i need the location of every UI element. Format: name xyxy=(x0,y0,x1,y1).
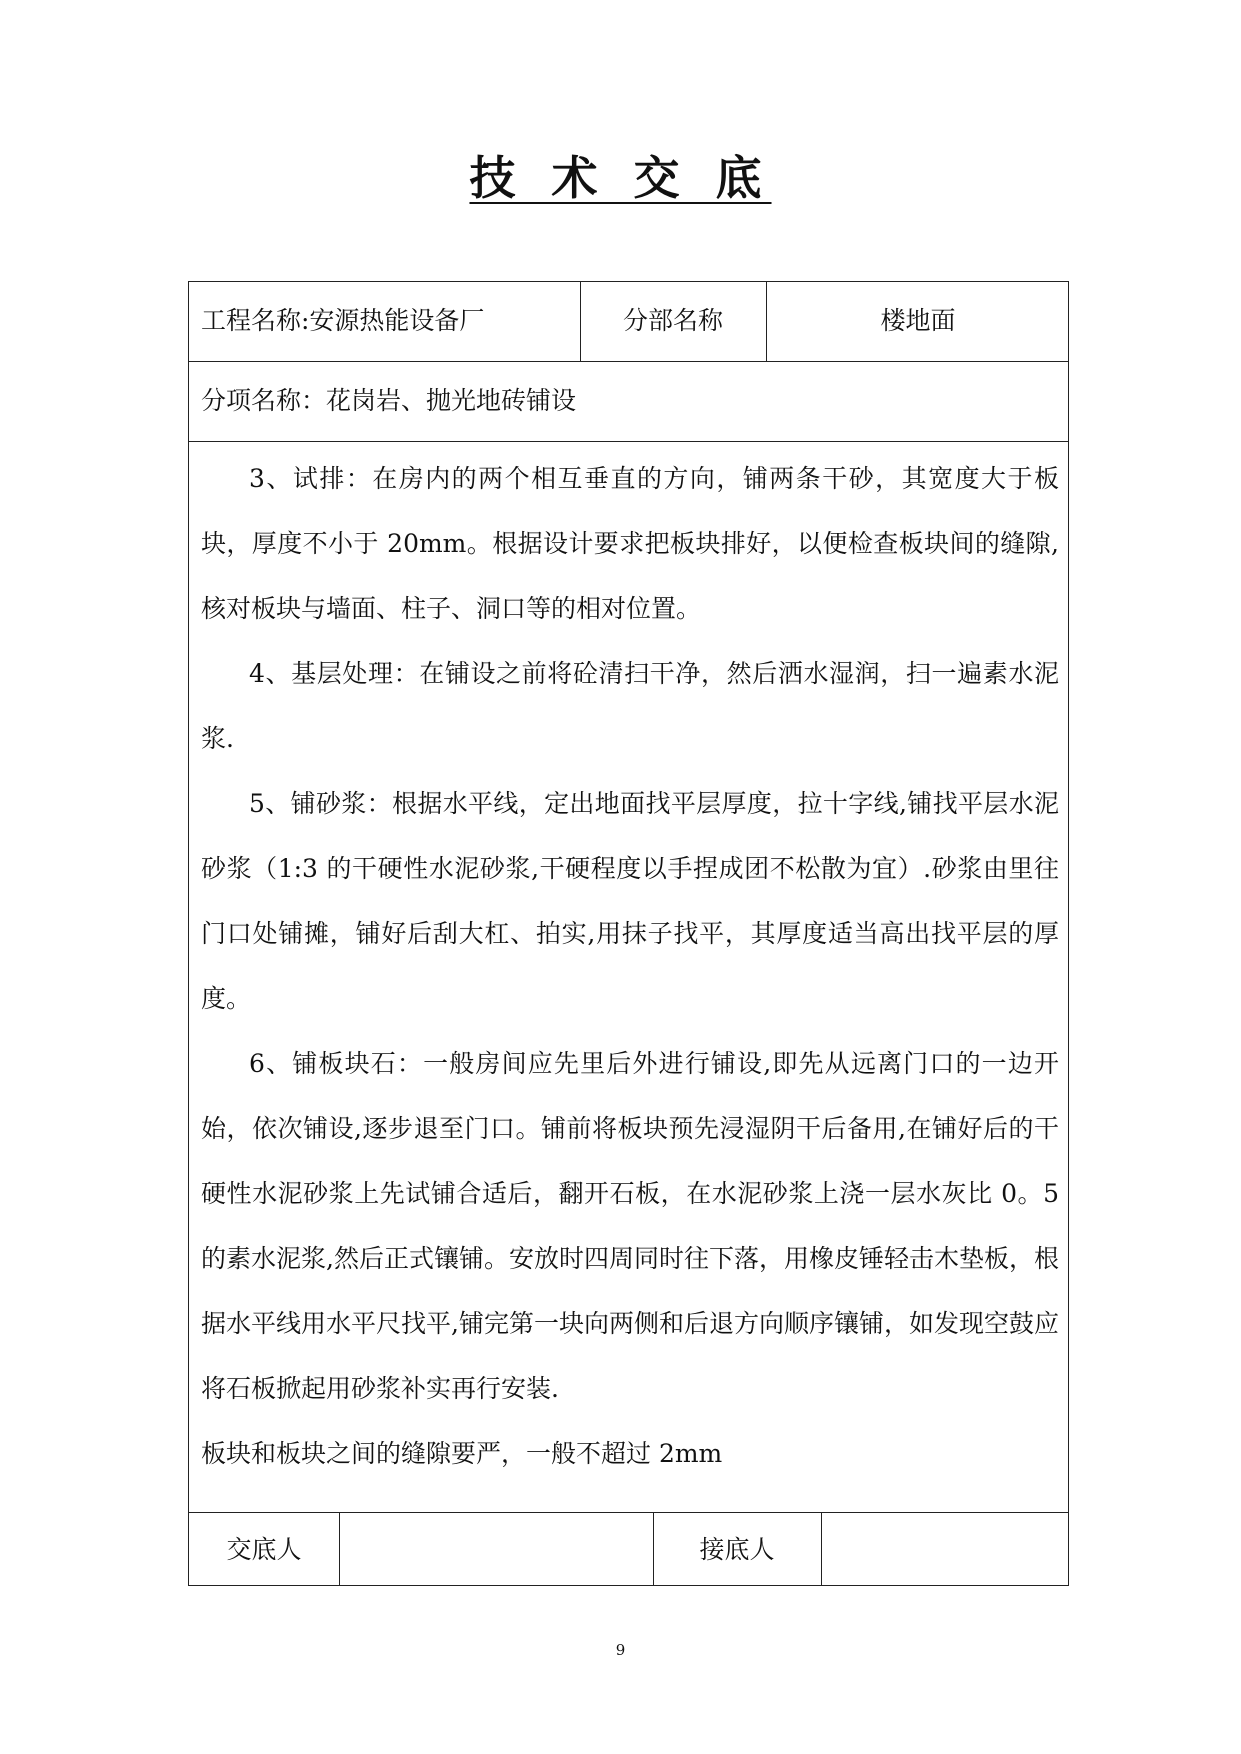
paragraph-joints: 板块和板块之间的缝隙要严，一般不超过 2mm xyxy=(201,1439,723,1468)
row-divider-1 xyxy=(189,361,1068,362)
paragraph-mortar: 5、铺砂浆：根据水平线，定出地面找平层厚度，拉十字线,铺找平层水泥砂浆（1:3 的干硬性水泥砂浆,干硬程度以手捏成团不松散为宜）.砂浆由里往门口处铺摊，铺好后刮大杠、拍实,用抹子找平，其厚度适当高出找平层的厚度。 xyxy=(201,789,1059,1013)
row-divider-3 xyxy=(189,1512,1068,1513)
division-label: 分部名称 xyxy=(622,306,723,335)
column-divider-5 xyxy=(821,1512,822,1586)
disclosure-form xyxy=(188,281,1069,1586)
paragraph-base-treatment: 4、基层处理：在铺设之前将砼清扫干净，然后洒水湿润，扫一遍素水泥浆. xyxy=(201,659,1059,753)
column-divider-3 xyxy=(339,1512,340,1586)
project-name: 工程名称:安源热能设备厂 xyxy=(201,306,485,335)
division-value: 楼地面 xyxy=(880,306,956,335)
paragraph-laying-slabs: 6、铺板块石：一般房间应先里后外进行铺设,即先从远离门口的一边开始，依次铺设,逐步退至门口。铺前将板块预先浸湿阴干后备用,在铺好后的干硬性水泥砂浆上先试铺合适后，翻开石板，在水泥砂浆上浇一层水灰比 0。5 的素水泥浆,然后正式镶铺。安放时四周同时往下落，用橡皮锤轻击木垫板，根据水平线用水平尺找平,铺完第一块向两侧和后退方向顺序镶铺，如发现空鼓应将石板掀起用砂浆补实再行安装. xyxy=(201,1049,1059,1403)
document-title: 技 术 交 底 xyxy=(469,151,772,205)
paragraph-trial-layout: 3、试排：在房内的两个相互垂直的方向，铺两条干砂，其宽度大于板块，厚度不小于 20mm。根据设计要求把板块排好，以便检查板块间的缝隙,核对板块与墙面、柱子、洞口等的相对位置。 xyxy=(201,464,1059,623)
receiver-label: 接底人 xyxy=(699,1535,775,1564)
subitem-name: 分项名称：花岗岩、抛光地砖铺设 xyxy=(201,386,577,415)
presenter-label: 交底人 xyxy=(226,1535,302,1564)
page-number: 9 xyxy=(615,1641,626,1659)
disclosure-content xyxy=(201,446,1059,1486)
row-divider-2 xyxy=(189,441,1068,442)
